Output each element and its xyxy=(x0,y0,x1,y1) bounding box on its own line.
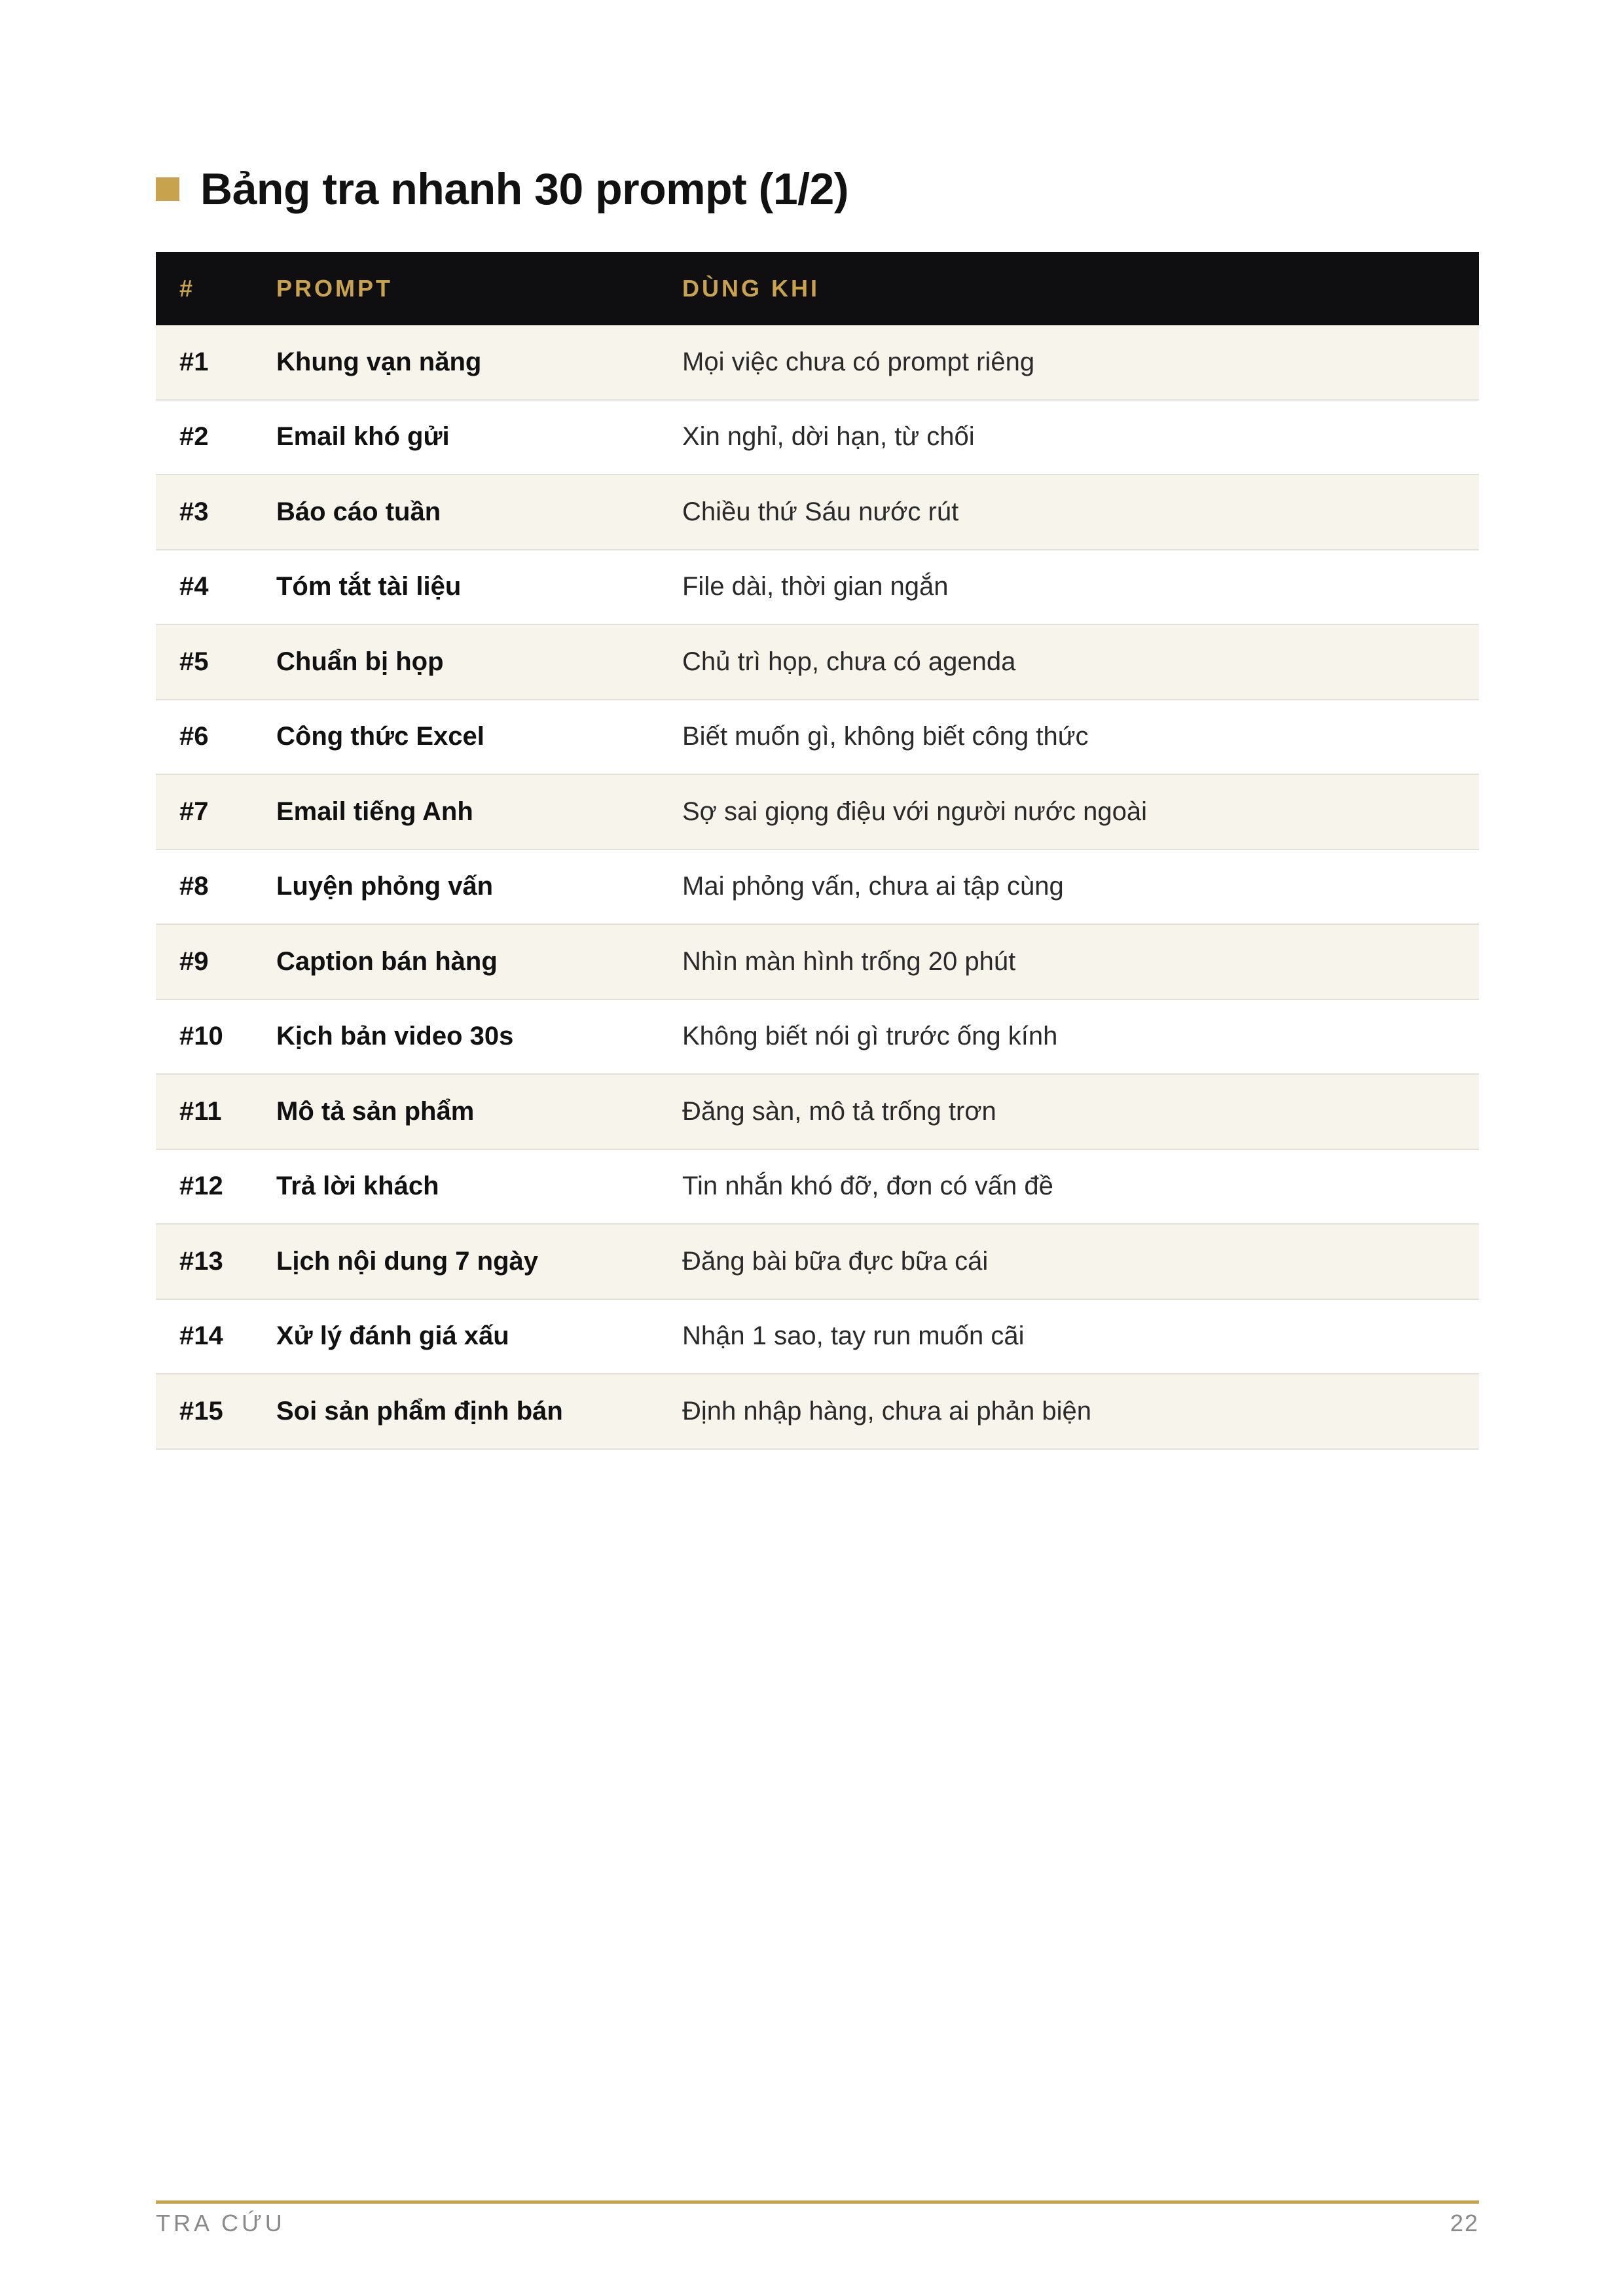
row-prompt: Mô tả sản phẩm xyxy=(276,1096,475,1126)
footer-divider xyxy=(156,2200,1479,2204)
row-use: Biết muốn gì, không biết công thức xyxy=(682,722,1089,751)
prompt-table xyxy=(156,252,1479,1450)
row-number: #14 xyxy=(179,1321,223,1351)
table-row xyxy=(156,700,1479,776)
table-body xyxy=(156,325,1479,1450)
table-header xyxy=(156,252,1479,325)
table-row xyxy=(156,925,1479,1000)
footer-section: TRA CỨU xyxy=(156,2210,285,2236)
table-row xyxy=(156,325,1479,401)
row-number: #1 xyxy=(179,347,209,376)
page-heading xyxy=(156,164,848,215)
table-row xyxy=(156,1225,1479,1300)
heading-square-icon xyxy=(156,177,179,201)
table-row xyxy=(156,1300,1479,1375)
row-use: Đăng bài bữa đực bữa cái xyxy=(682,1246,989,1276)
row-use: Nhìn màn hình trống 20 phút xyxy=(682,946,1016,976)
row-prompt: Luyện phỏng vấn xyxy=(276,872,494,901)
header-use: DÙNG KHI xyxy=(682,275,820,302)
row-number: #6 xyxy=(179,722,209,751)
row-number: #3 xyxy=(179,497,209,526)
row-number: #8 xyxy=(179,872,209,901)
row-use: Sợ sai giọng điệu với người nước ngoài xyxy=(682,797,1147,826)
row-number: #12 xyxy=(179,1172,223,1201)
page-number: 22 xyxy=(1450,2210,1479,2236)
row-use: Định nhập hàng, chưa ai phản biện xyxy=(682,1396,1092,1426)
row-use: Đăng sàn, mô tả trống trơn xyxy=(682,1096,996,1126)
row-prompt: Khung vạn năng xyxy=(276,347,482,376)
table-row xyxy=(156,550,1479,626)
row-prompt: Email khó gửi xyxy=(276,422,450,452)
row-number: #5 xyxy=(179,647,209,676)
row-prompt: Email tiếng Anh xyxy=(276,797,473,826)
row-number: #2 xyxy=(179,422,209,452)
table-row xyxy=(156,1075,1479,1150)
row-prompt: Tóm tắt tài liệu xyxy=(276,572,462,601)
row-use: Chiều thứ Sáu nước rút xyxy=(682,497,959,526)
row-prompt: Công thức Excel xyxy=(276,722,484,751)
table-row xyxy=(156,1374,1479,1450)
row-use: Không biết nói gì trước ống kính xyxy=(682,1022,1058,1051)
table-row xyxy=(156,1150,1479,1225)
row-number: #11 xyxy=(179,1096,222,1126)
row-number: #13 xyxy=(179,1246,223,1276)
table-row xyxy=(156,850,1479,925)
header-number: # xyxy=(179,275,196,302)
row-prompt: Soi sản phẩm định bán xyxy=(276,1396,563,1426)
row-number: #15 xyxy=(179,1396,223,1426)
row-prompt: Lịch nội dung 7 ngày xyxy=(276,1246,538,1276)
row-prompt: Trả lời khách xyxy=(276,1172,439,1201)
row-use: Mọi việc chưa có prompt riêng xyxy=(682,347,1035,376)
row-use: Chủ trì họp, chưa có agenda xyxy=(682,647,1016,676)
row-use: Nhận 1 sao, tay run muốn cãi xyxy=(682,1321,1025,1351)
row-number: #10 xyxy=(179,1022,223,1051)
row-use: Mai phỏng vấn, chưa ai tập cùng xyxy=(682,872,1064,901)
row-use: File dài, thời gian ngắn xyxy=(682,572,949,601)
table-row xyxy=(156,1000,1479,1075)
row-number: #7 xyxy=(179,797,209,826)
table-row xyxy=(156,475,1479,550)
table-row xyxy=(156,775,1479,850)
row-use: Xin nghỉ, dời hạn, từ chối xyxy=(682,422,975,452)
table-row xyxy=(156,625,1479,700)
row-number: #9 xyxy=(179,946,209,976)
header-prompt: PROMPT xyxy=(276,275,393,302)
row-prompt: Báo cáo tuần xyxy=(276,497,441,526)
table-row xyxy=(156,401,1479,476)
row-prompt: Caption bán hàng xyxy=(276,946,498,976)
row-prompt: Kịch bản video 30s xyxy=(276,1022,514,1051)
row-prompt: Xử lý đánh giá xấu xyxy=(276,1321,509,1351)
row-number: #4 xyxy=(179,572,209,601)
row-use: Tin nhắn khó đỡ, đơn có vấn đề xyxy=(682,1172,1053,1201)
row-prompt: Chuẩn bị họp xyxy=(276,647,444,676)
page-title: Bảng tra nhanh 30 prompt (1/2) xyxy=(200,164,848,214)
